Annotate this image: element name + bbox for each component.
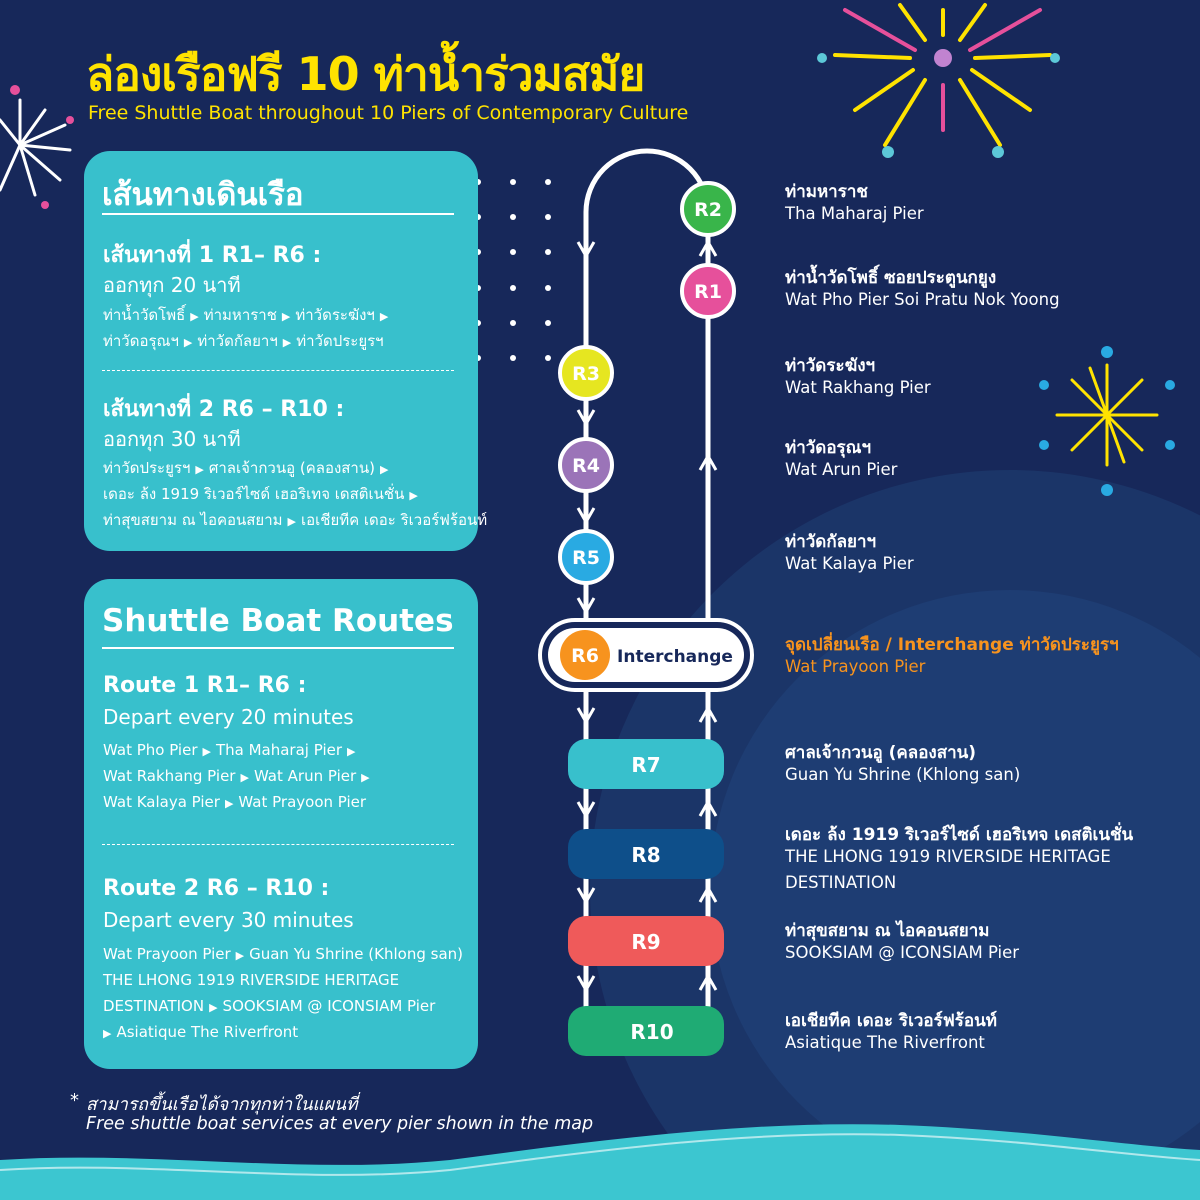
pier-name-th-r9: ท่าสุขสยาม ณ ไอคอนสยาม xyxy=(785,921,990,941)
stop: Wat Prayoon Pier xyxy=(238,793,367,811)
stop-code: R7 xyxy=(631,753,661,777)
pier-name-th-r10: เอเชียทีค เดอะ ริเวอร์ฟร้อนท์ xyxy=(785,1011,997,1031)
stop-marker-r8 xyxy=(568,829,724,879)
pier-name-en-r9: SOOKSIAM @ ICONSIAM Pier xyxy=(785,943,1020,962)
arrow-right-icon: ▶ xyxy=(103,1027,112,1040)
arrow-right-icon: ▶ xyxy=(409,489,418,502)
stop-marker-r4 xyxy=(560,439,612,491)
stop-code: R6 xyxy=(571,645,599,667)
stop: ท่าวัดระฆังฯ xyxy=(295,306,375,324)
pier-name-th-r7: ศาลเจ้ากวนอู (คลองสาน) xyxy=(785,743,977,763)
arrow-right-icon: ▶ xyxy=(209,1001,218,1014)
stop: ท่าวัดอรุณฯ xyxy=(103,332,179,350)
route-1-heading: เส้นทางที่ 1 R1– R6 : xyxy=(103,243,322,268)
pier-name-en-r1: Wat Pho Pier Soi Pratu Nok Yoong xyxy=(785,290,1060,309)
interchange-label: Interchange xyxy=(617,647,733,667)
stop-code: R9 xyxy=(631,930,661,954)
pier-name-th-r5: ท่าวัดกัลยาฯ xyxy=(785,532,877,552)
stop: DESTINATION xyxy=(103,997,205,1015)
arrow-right-icon: ▶ xyxy=(224,797,234,810)
pier-name-en-r8-line-2: DESTINATION xyxy=(785,873,897,892)
stop-marker-r5 xyxy=(560,531,612,583)
stop: ท่าวัดประยูรฯ xyxy=(103,459,191,477)
stop: ท่าสุขสยาม ณ ไอคอนสยาม xyxy=(103,511,283,529)
arrow-right-icon: ▶ xyxy=(190,310,199,323)
pier-name-th-r1: ท่าน้ำวัดโพธิ์ ซอยประตูนกยูง xyxy=(785,268,997,288)
stop: THE LHONG 1919 RIVERSIDE HERITAGE xyxy=(103,971,400,989)
pier-name-en-r6: Wat Prayoon Pier xyxy=(785,657,926,676)
stop: Wat Prayoon Pier xyxy=(103,945,231,963)
pier-name-en-r3: Wat Rakhang Pier xyxy=(785,378,931,397)
pier-name-th-r8: เดอะ ล้ง 1919 ริเวอร์ไซด์ เฮอริเทจ เดสติเนชั่น xyxy=(785,825,1134,845)
arrow-right-icon: ▶ xyxy=(361,771,370,784)
stop-marker-r9 xyxy=(568,916,724,966)
stop: Wat Arun Pier xyxy=(253,767,357,785)
footnote-thai: สามารถขึ้นเรือได้จากทุกท่าในแผนที่ xyxy=(86,1095,358,1115)
arrow-right-icon: ▶ xyxy=(282,336,292,349)
pier-name-th-r4: ท่าวัดอรุณฯ xyxy=(785,438,871,458)
stop: Wat Pho Pier xyxy=(103,741,198,759)
pier-name-en-r10: Asiatique The Riverfront xyxy=(785,1033,985,1052)
arrow-right-icon: ▶ xyxy=(195,463,204,476)
arrow-right-icon: ▶ xyxy=(240,771,249,784)
stop: เดอะ ล้ง 1919 ริเวอร์ไซด์ เฮอริเทจ เดสติเนชั่น xyxy=(103,485,405,503)
pier-name-en-r5: Wat Kalaya Pier xyxy=(785,554,914,573)
pier-name-en-r4: Wat Arun Pier xyxy=(785,460,898,479)
stop: SOOKSIAM @ ICONSIAM Pier xyxy=(222,997,436,1015)
panel-title: เส้นทางเดินเรือ xyxy=(102,177,304,213)
stop-marker-r2 xyxy=(682,183,734,235)
page-subtitle: Free Shuttle Boat throughout 10 Piers of Contemporary Culture xyxy=(88,102,689,124)
stop: ท่าวัดกัลยาฯ xyxy=(197,332,278,350)
pier-name-th-r2: ท่ามหาราช xyxy=(785,182,868,202)
stop-code: R10 xyxy=(630,1020,674,1044)
stop: ท่ามหาราช xyxy=(203,306,277,324)
page-title: ล่องเรือฟรี 10 ท่าน้ำร่วมสมัย xyxy=(86,47,645,101)
route-2-heading: Route 2 R6 – R10 : xyxy=(103,876,330,901)
stop: ศาลเจ้ากวนอู (คลองสาน) xyxy=(208,459,375,477)
stop-code: R1 xyxy=(694,281,722,303)
stop-marker-r1 xyxy=(682,265,734,317)
pier-name-en-r8: THE LHONG 1919 RIVERSIDE HERITAGE xyxy=(785,847,1111,866)
stop-marker-r7 xyxy=(568,739,724,789)
stop-marker-r6 xyxy=(560,630,610,680)
arrow-right-icon: ▶ xyxy=(202,745,211,758)
stop: Asiatique The Riverfront xyxy=(116,1023,299,1041)
panel-title: Shuttle Boat Routes xyxy=(102,603,454,639)
stop: Tha Maharaj Pier xyxy=(215,741,343,759)
stop: Wat Kalaya Pier xyxy=(103,793,220,811)
arrow-right-icon: ▶ xyxy=(235,949,245,962)
route-2-frequency: Depart every 30 minutes xyxy=(103,908,354,932)
stop: ท่าน้ำวัดโพธิ์ xyxy=(103,306,186,324)
arrow-right-icon: ▶ xyxy=(379,463,389,476)
stop: ท่าวัดประยูรฯ xyxy=(296,332,384,350)
arrow-right-icon: ▶ xyxy=(347,745,356,758)
footnote-english: Free shuttle boat services at every pier shown in the map xyxy=(86,1114,594,1134)
route-1-heading: Route 1 R1– R6 : xyxy=(103,673,307,698)
stop-code: R8 xyxy=(631,843,661,867)
route-1-frequency: Depart every 20 minutes xyxy=(103,705,354,729)
pier-name-th-r6: จุดเปลี่ยนเรือ / Interchange ท่าวัดประยูรฯ xyxy=(785,635,1119,655)
pier-name-en-r2: Tha Maharaj Pier xyxy=(785,204,924,223)
stop-code: R3 xyxy=(572,363,600,385)
pier-name-th-r3: ท่าวัดระฆังฯ xyxy=(785,356,876,376)
route-2-frequency: ออกทุก 30 นาที xyxy=(103,427,241,451)
pier-name-en-r7: Guan Yu Shrine (Khlong san) xyxy=(785,765,1021,784)
stop-code: R2 xyxy=(694,199,722,221)
arrow-right-icon: ▶ xyxy=(287,515,296,528)
footnote-marker: * xyxy=(70,1090,79,1111)
stop-marker-r10 xyxy=(568,1006,724,1056)
route-2-heading: เส้นทางที่ 2 R6 – R10 : xyxy=(103,397,345,422)
stop: เอเชียทีค เดอะ ริเวอร์ฟร้อนท์ xyxy=(301,511,488,529)
stop-code: R4 xyxy=(572,455,600,477)
arrow-right-icon: ▶ xyxy=(281,310,291,323)
stop-marker-r3 xyxy=(560,347,612,399)
route-1-frequency: ออกทุก 20 นาที xyxy=(103,273,241,297)
arrow-right-icon: ▶ xyxy=(379,310,389,323)
stop-code: R5 xyxy=(572,547,600,569)
arrow-right-icon: ▶ xyxy=(183,336,193,349)
stop: Guan Yu Shrine (Khlong san) xyxy=(249,945,463,963)
stop: Wat Rakhang Pier xyxy=(103,767,236,785)
